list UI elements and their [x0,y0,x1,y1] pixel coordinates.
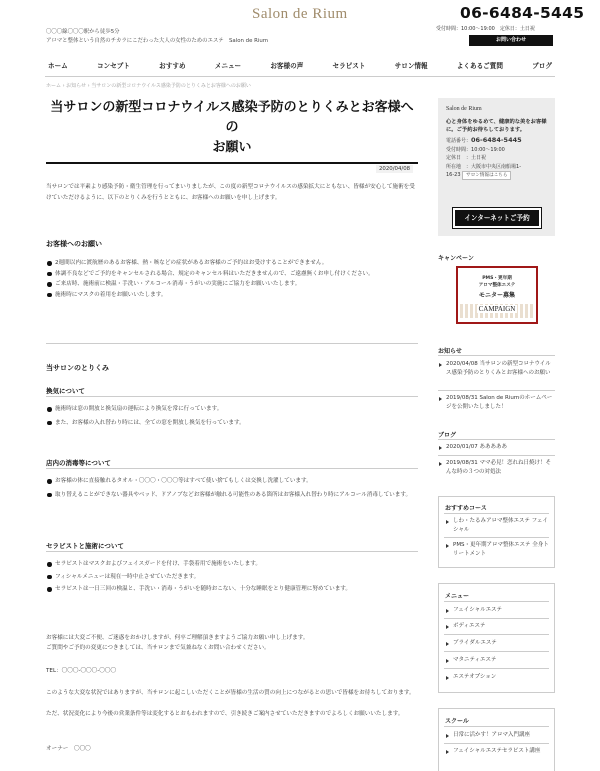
blog-divider [438,439,555,440]
title-line: 当サロンの新型コロナウイルス感染予防のとりくみとお客様への [50,100,414,135]
salon-info-box [438,98,555,236]
blog-divider [438,455,555,456]
info-address-row [446,163,547,172]
intro-text: 当サロンでは平素より感染予防・衛生管理を行ってまいりましたが、この度の新型コロナウイルスの感染拡大にともない、皆様が安心して施術を受けていただけるように、以下のとりくみを行うとともに、お客様へのお願いを申し上げます。 [46,184,415,201]
menu-item[interactable]: エステオプション [445,673,550,682]
course-item[interactable]: しわ・たるみアロマ整体エステ フェイシャル [445,517,550,534]
request-list [46,258,416,300]
sub-heading: 店内の消毒等について [46,459,111,467]
sub-heading: セラピストと施術について [46,542,124,550]
campaign-text [458,276,536,289]
list-item: セラピストはマスクおよびフェイスガードを付け、手袋着用で施術をいたします。 [46,559,412,570]
info-tel-row [446,136,547,146]
sub-heading: 換気について [46,387,85,395]
menu-item[interactable]: マタニティエステ [445,656,550,665]
header-hours: 受付時間：10:00〜19:00 定休日：土日祝 [436,26,535,32]
menu-divider [444,601,549,602]
campaign-line: PMS・更年期 [482,276,512,281]
info-hours-row [446,146,547,155]
header-tel[interactable]: 06-6484-5445 [460,4,585,22]
menu-box [438,583,555,693]
menu-heading: メニュー [445,593,470,600]
nav-home[interactable]: ホーム [48,62,68,70]
nav-salon-info[interactable]: サロン情報 [394,62,428,70]
access-line: 〇〇〇線〇〇〇駅から徒歩5分 [46,29,120,35]
section-divider [46,343,418,344]
sub-divider [46,396,418,397]
closing-text: ただ、状況変化により今後の営業条件等は変化するとおもわれますので、引き続きご案内させていただきますのでよろしくお願いいたします。 [46,711,404,717]
owner-signature: オーナー 〇〇〇 [46,746,91,752]
news-heading: お知らせ [438,348,462,355]
list-item: フィシャルメニューは現在一時中止させていただきます。 [46,572,412,583]
info-address: 大阪市中央区南船場1- [471,163,522,170]
ventilation-list [46,404,416,428]
article [46,98,418,752]
info-holiday: 土日祝 [471,155,487,162]
online-booking-button[interactable]: インターネットご予約 [453,208,541,228]
campaign-word-text: CAMPAIGN [478,305,516,313]
list-item: 取り替えることができない器具やベッド、ドアノブなどお客様が触れる可能性のある箇所はお客様入れ替わり時にアルコール消毒しています。 [46,490,412,501]
course-divider [444,537,549,538]
sub-divider [46,551,418,552]
menu-item[interactable]: ボディエステ [445,622,550,631]
page-title [46,98,418,158]
closing-text: ご質問やご予約の変更につきましては、当サロンまで気兼ねなくお問い合わせください。 [46,645,270,651]
school-divider [444,726,549,727]
info-details [446,136,547,180]
tagline: アロマと整体という自然のチカラにこだわった大人の女性のためのエステ Salon de Rium [46,38,269,44]
school-item[interactable]: フェイシャルエステセラピスト講座 [445,747,550,756]
info-label: 電話番号： [446,138,472,144]
campaign-line: アロマ整体エステ [478,282,516,288]
info-brand: Salon de Rium [446,106,482,112]
blog-item[interactable]: 2020/01/07 あああああ [438,443,555,452]
info-label: 定休日 ： [446,155,472,162]
school-divider [444,743,549,744]
news-item[interactable]: 2019/08/31 Salon de Riumのホームページを公開いたしました！ [438,394,555,411]
post-date: 2020/04/08 [376,165,413,173]
title-divider [46,162,418,164]
therapist-list [46,559,412,595]
blog-item[interactable]: 2019/08/31 ママ必見！恋れね日焼け！そんな時の３つの対処法 [438,459,555,476]
list-item: お客様の体に直接触れるタオル・〇〇〇・〇〇〇等はすべて使い捨てもしくは交換し洗濯しています。 [46,476,412,487]
menu-divider [444,618,549,619]
info-catch: 心と身体をゆるめて、健康的な美をお客様に。ご予約お待ちしております。 [446,119,547,133]
campaign-title: モニター募集 [478,292,515,299]
list-item: 体調不良などでご予約をキャンセルされる場合、規定のキャンセル料はいただきませんので、ご遠慮無くお申し付けください。 [46,269,416,280]
main-nav [45,54,555,77]
info-label: 受付時間： [446,146,472,153]
site-header [0,0,600,54]
campaign-word [458,305,536,313]
blog-heading: ブログ [438,432,457,439]
section-heading: お客様へのお願い [46,240,102,248]
course-box [438,496,555,568]
info-hours: 10:00〜19:00 [471,146,505,153]
tel-line: TEL：〇〇〇-〇〇〇-〇〇〇 [46,668,117,674]
school-box [438,708,555,771]
list-item: 施術時にマスクの着用をお願いいたします。 [46,290,416,301]
course-divider [444,513,549,514]
menu-divider [444,651,549,652]
site-logo[interactable]: Salon de Rium [252,6,348,22]
breadcrumb[interactable]: ホーム › お知らせ › 当サロンの新型コロナウイルス感染予防のとりくみとお客様へのお願い [46,83,251,89]
campaign-heading: キャンペーン [438,255,474,262]
school-heading: スクール [445,718,469,725]
nav-therapist[interactable]: セラピスト [332,62,366,70]
info-label: 所在地 ： [446,163,472,170]
section-heading: 当サロンのとりくみ [46,364,109,372]
nav-menu[interactable]: メニュー [214,62,242,70]
nav-recommend[interactable]: おすすめ [159,62,186,70]
access-info [46,28,268,46]
news-item[interactable]: 2020/04/08 当サロンの新型コロナウイルス感染予防のとりくみとお客様へのお願い [438,360,555,377]
nav-voice[interactable]: お客様の声 [270,62,304,70]
menu-item[interactable]: ブライダルエステ [445,639,550,648]
title-line: お願い [212,140,252,155]
course-item[interactable]: PMS・更年期アロマ整体エステ 全身トリートメント [445,541,550,558]
list-item: 施術時は窓の開放と換気扇の運転により換気を常に行っています。 [46,404,416,415]
info-holiday-row [446,154,547,163]
list-item: セラピストは一日三回の検温と、手洗い・消毒・うがいを随時おこない、十分な睡眠をとり健康管理に努めています。 [46,584,412,595]
nav-concept[interactable]: コンセプト [96,62,130,70]
contact-button[interactable]: お問い合わせ [469,35,553,46]
sub-divider [46,468,418,469]
campaign-banner[interactable] [456,266,538,324]
list-item: ご来店時、施術前に検温・手洗い・アルコール消毒・うがいの実施にご協力をお願いいたします。 [46,279,416,290]
list-item: また、お客様の入れ替わり時には、全ての窓を開放し換気を行っています。 [46,418,416,429]
news-divider [438,390,555,391]
closing-text: このような大変な状況ではありますが、当サロンに起こしいただくことが皆様の生活の質の向上につながるとの思いで皆様をお待ちしております。 [46,690,415,696]
closing-text: お客様には大変ご不便、ご迷惑をおかけしますが、何卒ご理解頂きますようご協力お願い申し上げます。 [46,635,309,641]
nav-blog[interactable]: ブログ [532,62,552,70]
nav-faq[interactable]: よくあるご質問 [456,62,503,70]
info-tel[interactable]: 06-6484-5445 [471,136,522,144]
salon-info-link[interactable]: サロン情報はこちら [462,171,511,180]
menu-item[interactable]: フェイシャルエステ [445,606,550,615]
course-heading: おすすめコース [445,505,487,512]
disinfection-list [46,476,412,500]
school-item[interactable]: 日常に活かす！アロマ入門講座 [445,731,550,740]
info-address-row2 [446,171,547,180]
info-address2: 16-23 [446,172,461,179]
news-divider [438,355,555,356]
menu-divider [444,634,549,635]
menu-divider [444,668,549,669]
list-item: 2週間以内に渡航歴のあるお客様、熱・咳などの症状があるお客様のご予約はお受けすることができません。 [46,258,416,269]
